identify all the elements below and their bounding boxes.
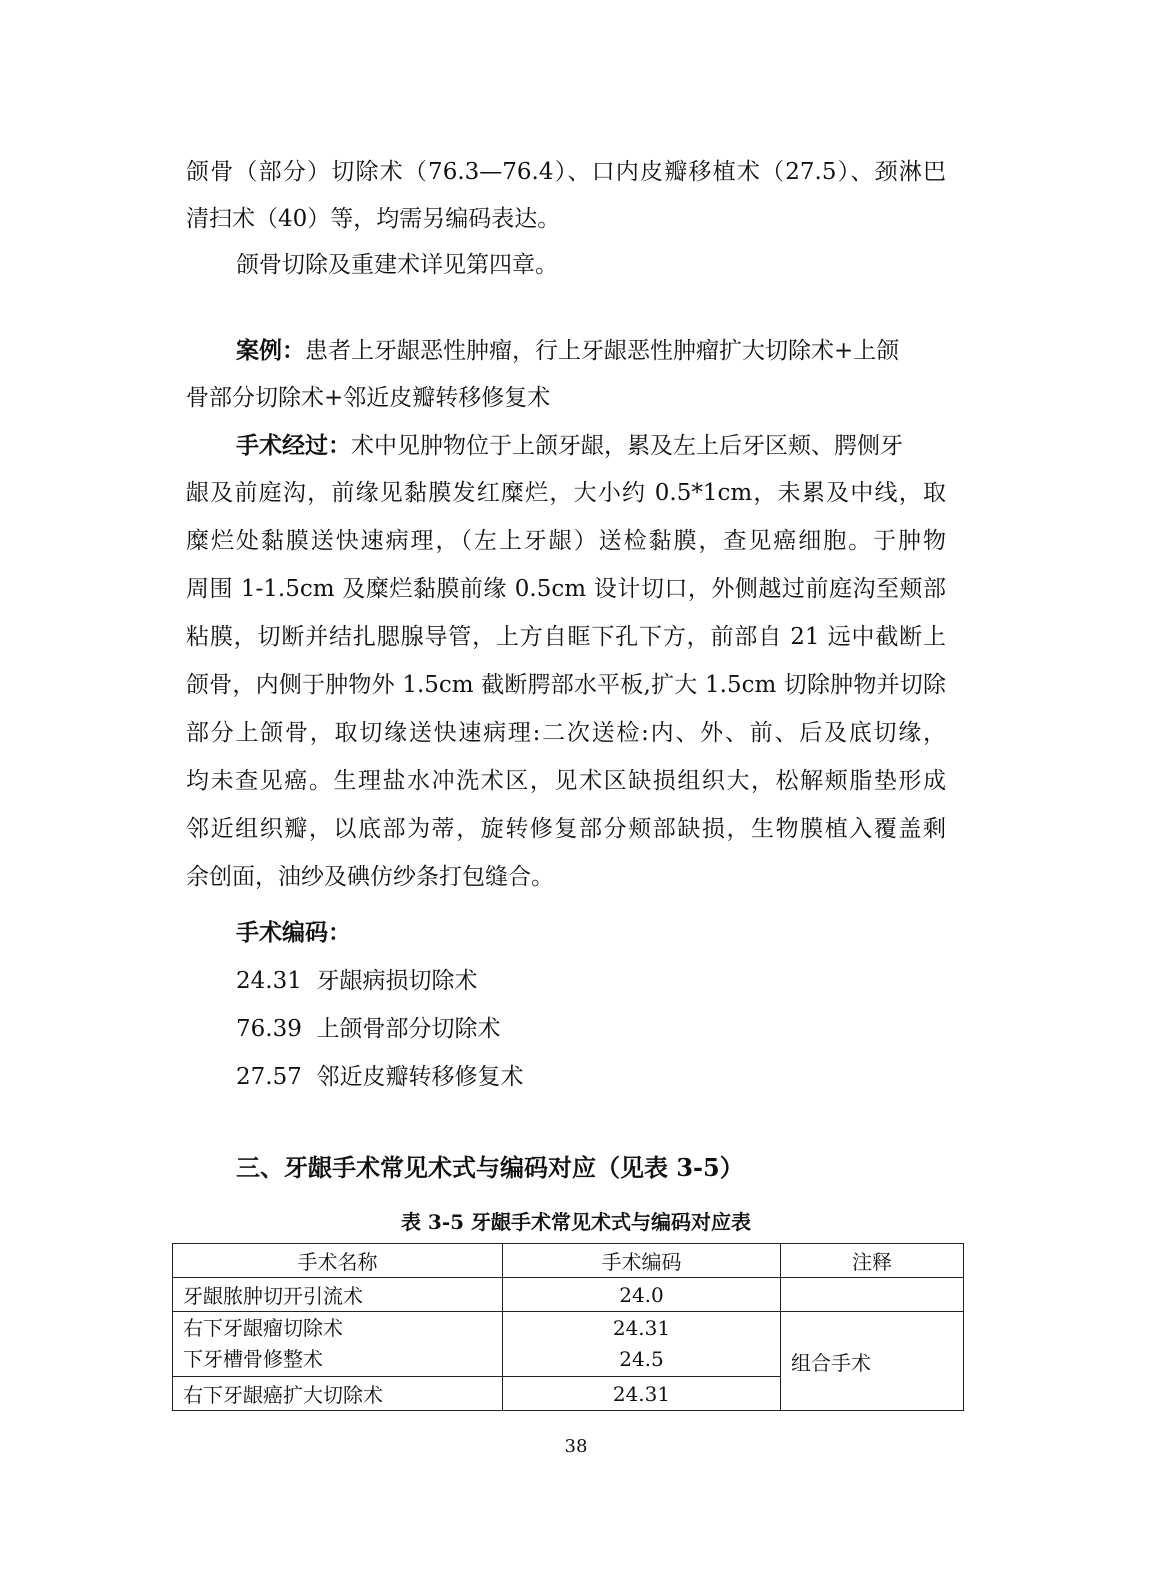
table-cell: 24.31 [503,1377,781,1411]
case-label: 案例： [236,337,305,364]
table-cell: 牙龈脓肿切开引流术 [173,1278,503,1312]
header-cell: 手术名称 [173,1244,503,1278]
surgery-code-table [172,1243,964,1411]
code-item: 76.39 上颌骨部分切除术 [236,1016,501,1042]
procedure-line: 邻近组织瓣，以底部为蒂，旋转修复部分颊部缺损，生物膜植入覆盖剩 [186,816,946,842]
procedure-line: 颌骨，内侧于肿物外 1.5cm 截断腭部水平板,扩大 1.5cm 切除肿物并切除 [186,672,946,698]
code-item: 27.57 邻近皮瓣转移修复术 [236,1064,524,1090]
header-cell: 手术编码 [503,1244,781,1278]
code-item: 24.31 牙龈病损切除术 [236,968,478,994]
procedure-line [236,431,946,461]
procedure-text: 术中见肿物位于上颌牙龈，累及左上后牙区颊、腭侧牙 [351,433,903,459]
section-heading: 三、牙龈手术常见术式与编码对应（见表 3-5） [236,1153,744,1182]
procedure-label: 手术经过： [236,432,351,459]
table-cell: 24.0 [503,1278,781,1312]
table-cell: 24.31 24.5 [503,1312,781,1377]
table-cell: 右下牙龈癌扩大切除术 [173,1377,503,1411]
table-cell [781,1278,964,1312]
group-note-cell: 组合手术 [781,1312,964,1411]
table-header-row [173,1244,964,1278]
page-number: 38 [564,1436,588,1457]
procedure-line: 龈及前庭沟，前缘见黏膜发红糜烂，大小约 0.5*1cm，未累及中线，取 [186,480,946,506]
procedure-line: 余创面，油纱及碘仿纱条打包缝合。 [186,864,554,890]
table-cell: 右下牙龈瘤切除术 下牙槽骨修整术 [173,1312,503,1377]
header-cell: 注释 [781,1244,964,1278]
codes-label: 手术编码： [236,919,351,946]
case-line [236,336,946,366]
procedure-line: 部分上颌骨，取切缘送快速病理:二次送检:内、外、前、后及底切缘， [186,720,946,746]
procedure-line: 周围 1-1.5cm 及糜烂黏膜前缘 0.5cm 设计切口，外侧越过前庭沟至颊部 [186,576,946,602]
table-row [173,1312,964,1377]
table-row [173,1278,964,1312]
case-line: 骨部分切除术+邻近皮瓣转移修复术 [186,385,551,411]
table-caption: 表 3-5 牙龈手术常见术式与编码对应表 [400,1210,752,1234]
paragraph-line: 颌骨（部分）切除术（76.3—76.4）、口内皮瓣移植术（27.5）、颈淋巴 [186,159,946,185]
paragraph-line: 颌骨切除及重建术详见第四章。 [236,252,558,278]
procedure-line: 均未查见癌。生理盐水冲洗术区，见术区缺损组织大，松解颊脂垫形成 [186,768,946,794]
procedure-line: 粘膜，切断并结扎腮腺导管，上方自眶下孔下方，前部自 21 远中截断上 [186,624,946,650]
procedure-line: 糜烂处黏膜送快速病理，（左上牙龈）送检黏膜，查见癌细胞。于肿物 [186,528,946,554]
paragraph-line: 清扫术（40）等，均需另编码表达。 [186,206,561,232]
case-text: 患者上牙龈恶性肿瘤，行上牙龈恶性肿瘤扩大切除术+上颌 [305,338,900,364]
